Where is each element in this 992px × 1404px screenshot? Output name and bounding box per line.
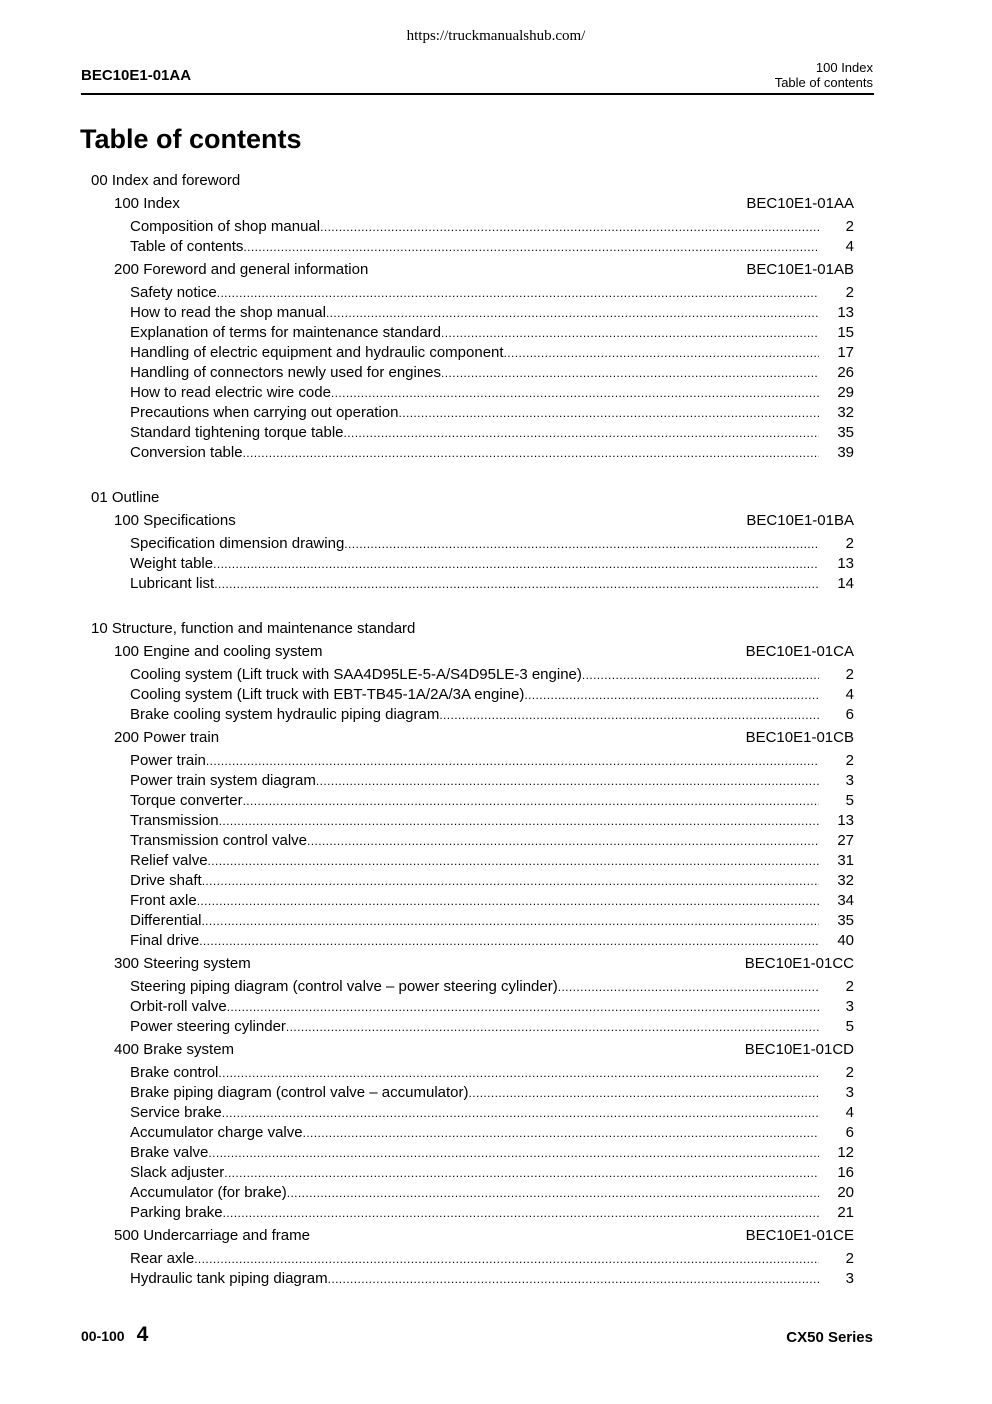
toc-entry-label: Conversion table <box>130 444 243 461</box>
toc-entry-label: Handling of connectors newly used for engines <box>130 364 442 381</box>
toc-entry-page: 6 <box>845 706 854 723</box>
toc-entry-label: Standard tightening torque table <box>130 424 344 441</box>
toc-entry[interactable] <box>91 1269 854 1289</box>
toc-chapter-heading <box>91 511 854 531</box>
toc-dot-leader <box>469 1083 820 1103</box>
toc-entry-page: 2 <box>845 535 854 552</box>
toc-dot-leader <box>219 811 819 831</box>
toc-entry-label: Power steering cylinder <box>130 1018 286 1035</box>
table-of-contents <box>91 171 854 1314</box>
toc-entry-label: Front axle <box>130 892 197 909</box>
toc-entry[interactable] <box>91 1063 854 1083</box>
toc-dot-leader <box>286 1017 819 1037</box>
toc-dot-leader <box>213 554 819 574</box>
toc-entry-page: 32 <box>837 872 854 889</box>
toc-dot-leader <box>307 831 819 851</box>
toc-chapter-heading <box>91 1226 854 1246</box>
toc-chapter <box>91 728 854 951</box>
toc-entry-label: Steering piping diagram (control valve – power steering cylinder) <box>130 978 558 995</box>
toc-entry-label: Explanation of terms for maintenance standard <box>130 324 442 341</box>
toc-chapter <box>91 511 854 594</box>
toc-dot-leader <box>287 1183 819 1203</box>
toc-dot-leader <box>208 1143 819 1163</box>
toc-entry-page: 13 <box>837 304 854 321</box>
toc-dot-leader <box>504 343 819 363</box>
toc-entry[interactable] <box>91 665 854 685</box>
toc-entry[interactable] <box>91 1103 854 1123</box>
toc-entry[interactable] <box>91 685 854 705</box>
toc-dot-leader <box>227 997 819 1017</box>
toc-entry-label: Final drive <box>130 932 200 949</box>
toc-chapter-code: BEC10E1-01CE <box>745 1227 854 1244</box>
footer-page-number: 4 <box>136 1323 149 1346</box>
toc-dot-leader <box>243 791 819 811</box>
toc-entry-label: Transmission control valve <box>130 832 308 849</box>
toc-entry-page: 16 <box>837 1164 854 1181</box>
toc-entry[interactable] <box>91 323 854 343</box>
toc-entry[interactable] <box>91 791 854 811</box>
toc-dot-leader <box>222 1103 819 1123</box>
toc-chapter-title: 400 Brake system <box>114 1041 235 1058</box>
toc-chapter-heading <box>91 1040 854 1060</box>
toc-dot-leader <box>328 1269 819 1289</box>
toc-entry[interactable] <box>91 851 854 871</box>
toc-chapter-title: 500 Undercarriage and frame <box>114 1227 310 1244</box>
toc-dot-leader <box>316 771 819 791</box>
toc-dot-leader <box>582 665 819 685</box>
toc-section-title: 01 Outline <box>91 489 160 506</box>
toc-entry-label: Lubricant list <box>130 575 215 592</box>
toc-entry[interactable] <box>91 871 854 891</box>
source-url[interactable]: https://truckmanualshub.com/ <box>406 28 586 44</box>
toc-entry-label: Accumulator charge valve <box>130 1124 303 1141</box>
toc-section <box>91 619 854 1289</box>
toc-entry-label: Transmission <box>130 812 219 829</box>
toc-entry-label: How to read the shop manual <box>130 304 326 321</box>
toc-dot-leader <box>320 217 819 237</box>
toc-entry[interactable] <box>91 1249 854 1269</box>
toc-entry-page: 13 <box>837 555 854 572</box>
toc-entry-label: Specification dimension drawing <box>130 535 345 552</box>
toc-entry-page: 2 <box>845 752 854 769</box>
toc-entry[interactable] <box>91 1163 854 1183</box>
toc-dot-leader <box>197 891 819 911</box>
toc-entry-page: 31 <box>837 852 854 869</box>
toc-dot-leader <box>224 1163 819 1183</box>
toc-chapter-heading <box>91 642 854 662</box>
toc-entry-label: Differential <box>130 912 202 929</box>
toc-entry[interactable] <box>91 423 854 443</box>
header-rule <box>81 93 874 95</box>
toc-entry-label: Relief valve <box>130 852 208 869</box>
toc-entry[interactable] <box>91 554 854 574</box>
toc-entry[interactable] <box>91 443 854 463</box>
toc-chapter-title: 100 Engine and cooling system <box>114 643 323 660</box>
toc-dot-leader <box>218 1063 819 1083</box>
toc-entry[interactable] <box>91 1203 854 1223</box>
toc-entry-page: 3 <box>845 772 854 789</box>
toc-entry-page: 2 <box>845 666 854 683</box>
toc-dot-leader <box>199 931 819 951</box>
toc-dot-leader <box>439 705 819 725</box>
toc-entry-label: Table of contents <box>130 238 244 255</box>
toc-entry[interactable] <box>91 283 854 303</box>
toc-entry-label: Precautions when carrying out operation <box>130 404 399 421</box>
toc-section-title: 00 Index and foreword <box>91 172 241 189</box>
header-section-title: Table of contents <box>774 75 873 90</box>
toc-dot-leader <box>194 1249 819 1269</box>
toc-entry-page: 35 <box>837 424 854 441</box>
toc-entry-label: Drive shaft <box>130 872 202 889</box>
footer-page-ref <box>81 1323 148 1347</box>
toc-dot-leader <box>558 977 819 997</box>
toc-entry[interactable] <box>91 1183 854 1203</box>
toc-chapter <box>91 954 854 1037</box>
toc-section <box>91 171 854 463</box>
page-title: Table of contents <box>80 124 302 154</box>
toc-entry-page: 15 <box>837 324 854 341</box>
toc-entry-page: 35 <box>837 912 854 929</box>
toc-entry[interactable] <box>91 237 854 257</box>
toc-chapter-code: BEC10E1-01CC <box>744 955 854 972</box>
toc-dot-leader <box>243 237 819 257</box>
toc-chapter-title: 100 Specifications <box>114 512 236 529</box>
toc-dot-leader <box>344 423 820 443</box>
toc-chapter <box>91 642 854 725</box>
toc-entry-page: 4 <box>845 1104 854 1121</box>
toc-dot-leader <box>243 443 819 463</box>
toc-entry-label: Parking brake <box>130 1204 223 1221</box>
toc-entry-page: 3 <box>845 998 854 1015</box>
toc-dot-leader <box>303 1123 819 1143</box>
toc-entry-label: Power train system diagram <box>130 772 316 789</box>
toc-entry[interactable] <box>91 534 854 554</box>
toc-chapter-code: BEC10E1-01BA <box>746 512 854 529</box>
toc-entry[interactable] <box>91 363 854 383</box>
toc-entry-page: 26 <box>837 364 854 381</box>
toc-entry-page: 32 <box>837 404 854 421</box>
toc-entry-label: How to read electric wire code <box>130 384 331 401</box>
toc-chapter-heading <box>91 728 854 748</box>
toc-entry-label: Power train <box>130 752 206 769</box>
toc-entry-page: 14 <box>837 575 854 592</box>
toc-entry-page: 6 <box>845 1124 854 1141</box>
toc-entry-page: 27 <box>837 832 854 849</box>
toc-entry-label: Brake valve <box>130 1144 209 1161</box>
toc-dot-leader <box>441 323 819 343</box>
toc-entry-label: Slack adjuster <box>130 1164 225 1181</box>
toc-entry-page: 17 <box>837 344 854 361</box>
toc-dot-leader <box>344 534 819 554</box>
toc-dot-leader <box>524 685 819 705</box>
toc-entry-page: 2 <box>845 284 854 301</box>
toc-dot-leader <box>206 751 819 771</box>
toc-entry-page: 5 <box>845 1018 854 1035</box>
toc-entry[interactable] <box>91 931 854 951</box>
toc-chapter-title: 300 Steering system <box>114 955 251 972</box>
toc-chapter <box>91 260 854 463</box>
toc-entry-page: 4 <box>845 686 854 703</box>
toc-entry[interactable] <box>91 1123 854 1143</box>
toc-entry-label: Cooling system (Lift truck with SAA4D95LE-5-A/S4D95LE-3 engine) <box>130 666 582 683</box>
toc-entry[interactable] <box>91 705 854 725</box>
toc-dot-leader <box>202 871 819 891</box>
toc-chapter-code: BEC10E1-01AB <box>746 261 854 278</box>
toc-entry[interactable] <box>91 771 854 791</box>
toc-entry[interactable] <box>91 891 854 911</box>
toc-entry[interactable] <box>91 217 854 237</box>
toc-entry[interactable] <box>91 831 854 851</box>
toc-dot-leader <box>214 574 819 594</box>
toc-entry-label: Cooling system (Lift truck with EBT-TB45-1A/2A/3A engine) <box>130 686 525 703</box>
toc-entry-page: 39 <box>837 444 854 461</box>
toc-dot-leader <box>441 363 819 383</box>
toc-dot-leader <box>326 303 819 323</box>
toc-chapter-heading <box>91 954 854 974</box>
toc-entry-label: Hydraulic tank piping diagram <box>130 1270 328 1287</box>
toc-entry-label: Composition of shop manual <box>130 218 321 235</box>
toc-entry-page: 3 <box>845 1084 854 1101</box>
toc-entry-label: Brake control <box>130 1064 219 1081</box>
toc-entry-label: Brake cooling system hydraulic piping diagram <box>130 706 440 723</box>
toc-entry[interactable] <box>91 977 854 997</box>
toc-entry-page: 34 <box>837 892 854 909</box>
toc-dot-leader <box>399 403 820 423</box>
toc-entry-label: Handling of electric equipment and hydraulic component <box>130 344 504 361</box>
toc-entry-page: 4 <box>845 238 854 255</box>
toc-entry-page: 2 <box>845 1064 854 1081</box>
toc-entry-page: 29 <box>837 384 854 401</box>
toc-entry-page: 2 <box>845 218 854 235</box>
header-section-info <box>775 60 873 90</box>
toc-entry-page: 20 <box>837 1184 854 1201</box>
toc-entry-label: Rear axle <box>130 1250 195 1267</box>
toc-section <box>91 488 854 594</box>
toc-entry[interactable] <box>91 303 854 323</box>
toc-entry-page: 12 <box>837 1144 854 1161</box>
toc-entry-page: 2 <box>845 1250 854 1267</box>
footer-series: CX50 Series <box>786 1329 873 1346</box>
toc-section-title: 10 Structure, function and maintenance standard <box>91 620 416 637</box>
toc-entry-label: Safety notice <box>130 284 217 301</box>
toc-entry[interactable] <box>91 751 854 771</box>
toc-chapter-code: BEC10E1-01CD <box>744 1041 854 1058</box>
toc-entry-label: Weight table <box>130 555 214 572</box>
toc-entry[interactable] <box>91 1143 854 1163</box>
toc-chapter <box>91 1040 854 1223</box>
toc-entry[interactable] <box>91 574 854 594</box>
toc-chapter-code: BEC10E1-01CA <box>745 643 854 660</box>
toc-chapter-title: 200 Foreword and general information <box>114 261 369 278</box>
toc-chapter-code: BEC10E1-01AA <box>746 195 854 212</box>
toc-chapter-heading <box>91 194 854 214</box>
toc-entry-label: Orbit-roll valve <box>130 998 227 1015</box>
toc-chapter <box>91 1226 854 1289</box>
toc-entry[interactable] <box>91 343 854 363</box>
header-section-number: 100 Index <box>815 60 873 75</box>
toc-chapter-heading <box>91 260 854 280</box>
footer-section-code: 00-100 <box>81 1328 125 1344</box>
toc-chapter-title: 100 Index <box>114 195 180 212</box>
toc-entry-label: Brake piping diagram (control valve – accumulator) <box>130 1084 469 1101</box>
toc-dot-leader <box>217 283 819 303</box>
toc-dot-leader <box>223 1203 819 1223</box>
toc-entry-page: 21 <box>837 1204 854 1221</box>
toc-entry[interactable] <box>91 403 854 423</box>
toc-dot-leader <box>201 911 819 931</box>
toc-chapter-code: BEC10E1-01CB <box>745 729 854 746</box>
toc-entry[interactable] <box>91 911 854 931</box>
toc-entry[interactable] <box>91 997 854 1017</box>
toc-chapter <box>91 194 854 257</box>
toc-entry[interactable] <box>91 1017 854 1037</box>
toc-entry[interactable] <box>91 1083 854 1103</box>
toc-entry-page: 13 <box>837 812 854 829</box>
toc-entry-page: 5 <box>845 792 854 809</box>
toc-dot-leader <box>331 383 819 403</box>
toc-entry-page: 2 <box>845 978 854 995</box>
toc-entry-label: Service brake <box>130 1104 222 1121</box>
toc-entry-label: Accumulator (for brake) <box>130 1184 287 1201</box>
toc-chapter-title: 200 Power train <box>114 729 220 746</box>
toc-entry-page: 40 <box>837 932 854 949</box>
toc-entry[interactable] <box>91 811 854 831</box>
toc-entry[interactable] <box>91 383 854 403</box>
toc-dot-leader <box>208 851 819 871</box>
header-doc-code: BEC10E1-01AA <box>81 67 192 84</box>
toc-entry-label: Torque converter <box>130 792 243 809</box>
toc-entry-page: 3 <box>845 1270 854 1287</box>
